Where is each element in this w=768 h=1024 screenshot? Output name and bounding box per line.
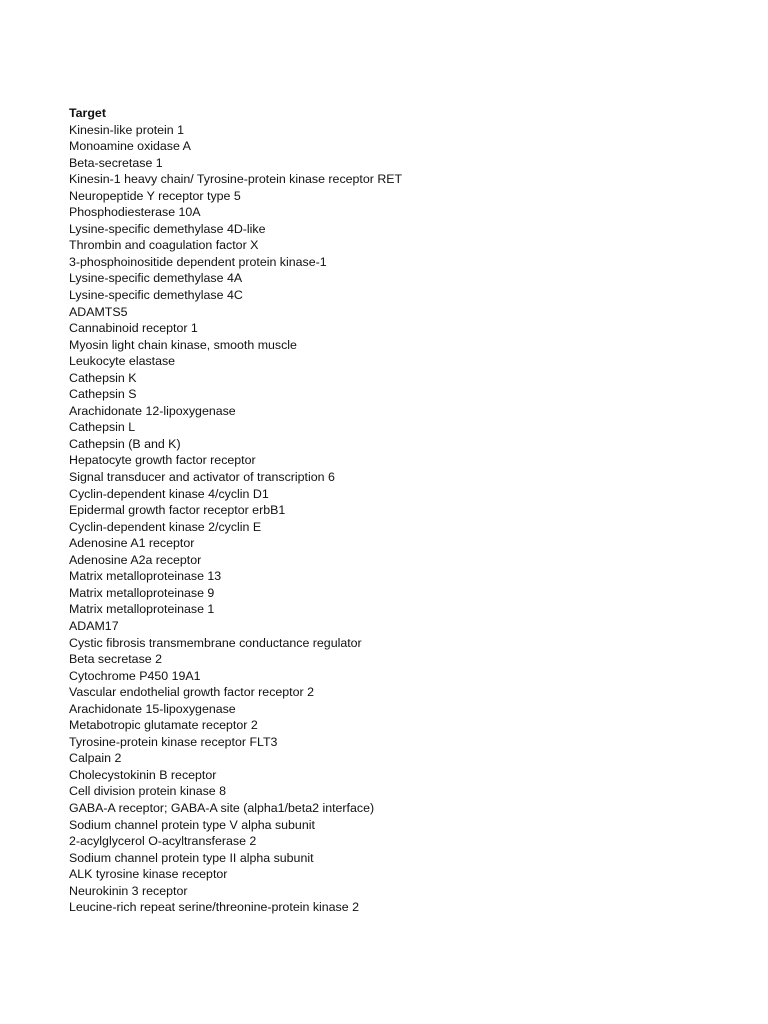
target-row: ADAMTS5 xyxy=(69,304,128,319)
target-row: Adenosine A2a receptor xyxy=(69,552,202,567)
target-row: GABA-A receptor; GABA-A site (alpha1/beta2 interface) xyxy=(69,800,375,815)
target-row: Leukocyte elastase xyxy=(69,354,176,369)
target-row: Phosphodiesterase 10A xyxy=(69,205,201,220)
target-row: Lysine-specific demethylase 4C xyxy=(69,288,243,303)
target-row: Leucine-rich repeat serine/threonine-protein kinase 2 xyxy=(69,900,359,915)
target-row: Hepatocyte growth factor receptor xyxy=(69,453,256,468)
target-row: Cyclin-dependent kinase 2/cyclin E xyxy=(69,519,262,534)
target-row: Beta-secretase 1 xyxy=(69,155,163,170)
target-row: Cholecystokinin B receptor xyxy=(69,767,217,782)
target-row: Cyclin-dependent kinase 4/cyclin D1 xyxy=(69,486,269,501)
target-row: Neuropeptide Y receptor type 5 xyxy=(69,188,241,203)
target-row: Calpain 2 xyxy=(69,751,122,766)
target-row: Kinesin-1 heavy chain/ Tyrosine-protein kinase receptor RET xyxy=(69,172,403,187)
target-row: Cathepsin L xyxy=(69,420,136,435)
target-row: Cathepsin K xyxy=(69,370,137,385)
target-row: Myosin light chain kinase, smooth muscle xyxy=(69,337,297,352)
target-row: Arachidonate 12-lipoxygenase xyxy=(69,403,236,418)
target-list xyxy=(69,122,709,916)
target-row: Beta secretase 2 xyxy=(69,652,162,667)
target-row: Arachidonate 15-lipoxygenase xyxy=(69,701,236,716)
target-row: Monoamine oxidase A xyxy=(69,139,191,154)
column-header-target: Target xyxy=(69,106,106,120)
target-row: Cathepsin (B and K) xyxy=(69,436,181,451)
target-row: Thrombin and coagulation factor X xyxy=(69,238,259,253)
target-row: Sodium channel protein type II alpha subunit xyxy=(69,850,314,865)
target-row: ALK tyrosine kinase receptor xyxy=(69,867,228,882)
target-row: ADAM17 xyxy=(69,618,119,633)
target-row: 3-phosphoinositide dependent protein kinase-1 xyxy=(69,254,327,269)
target-row: Sodium channel protein type V alpha subunit xyxy=(69,817,315,832)
target-row: Matrix metalloproteinase 9 xyxy=(69,585,215,600)
target-row: Matrix metalloproteinase 1 xyxy=(69,602,215,617)
target-row: Cystic fibrosis transmembrane conductance regulator xyxy=(69,635,362,650)
target-row: Lysine-specific demethylase 4D-like xyxy=(69,221,266,236)
target-row: Matrix metalloproteinase 13 xyxy=(69,569,222,584)
target-row: Kinesin-like protein 1 xyxy=(69,122,185,137)
target-row: Cathepsin S xyxy=(69,387,137,402)
target-row: Neurokinin 3 receptor xyxy=(69,883,188,898)
target-row: Cytochrome P450 19A1 xyxy=(69,668,201,683)
target-row: Adenosine A1 receptor xyxy=(69,536,195,551)
target-row: Metabotropic glutamate receptor 2 xyxy=(69,718,258,733)
target-row: Lysine-specific demethylase 4A xyxy=(69,271,243,286)
target-row: 2-acylglycerol O-acyltransferase 2 xyxy=(69,834,257,849)
target-row: Cell division protein kinase 8 xyxy=(69,784,227,799)
target-row: Tyrosine-protein kinase receptor FLT3 xyxy=(69,734,278,749)
target-row: Cannabinoid receptor 1 xyxy=(69,321,198,336)
target-row: Vascular endothelial growth factor receptor 2 xyxy=(69,685,314,700)
target-table xyxy=(69,105,709,916)
target-row: Signal transducer and activator of transcription 6 xyxy=(69,470,335,485)
target-row: Epidermal growth factor receptor erbB1 xyxy=(69,503,286,518)
